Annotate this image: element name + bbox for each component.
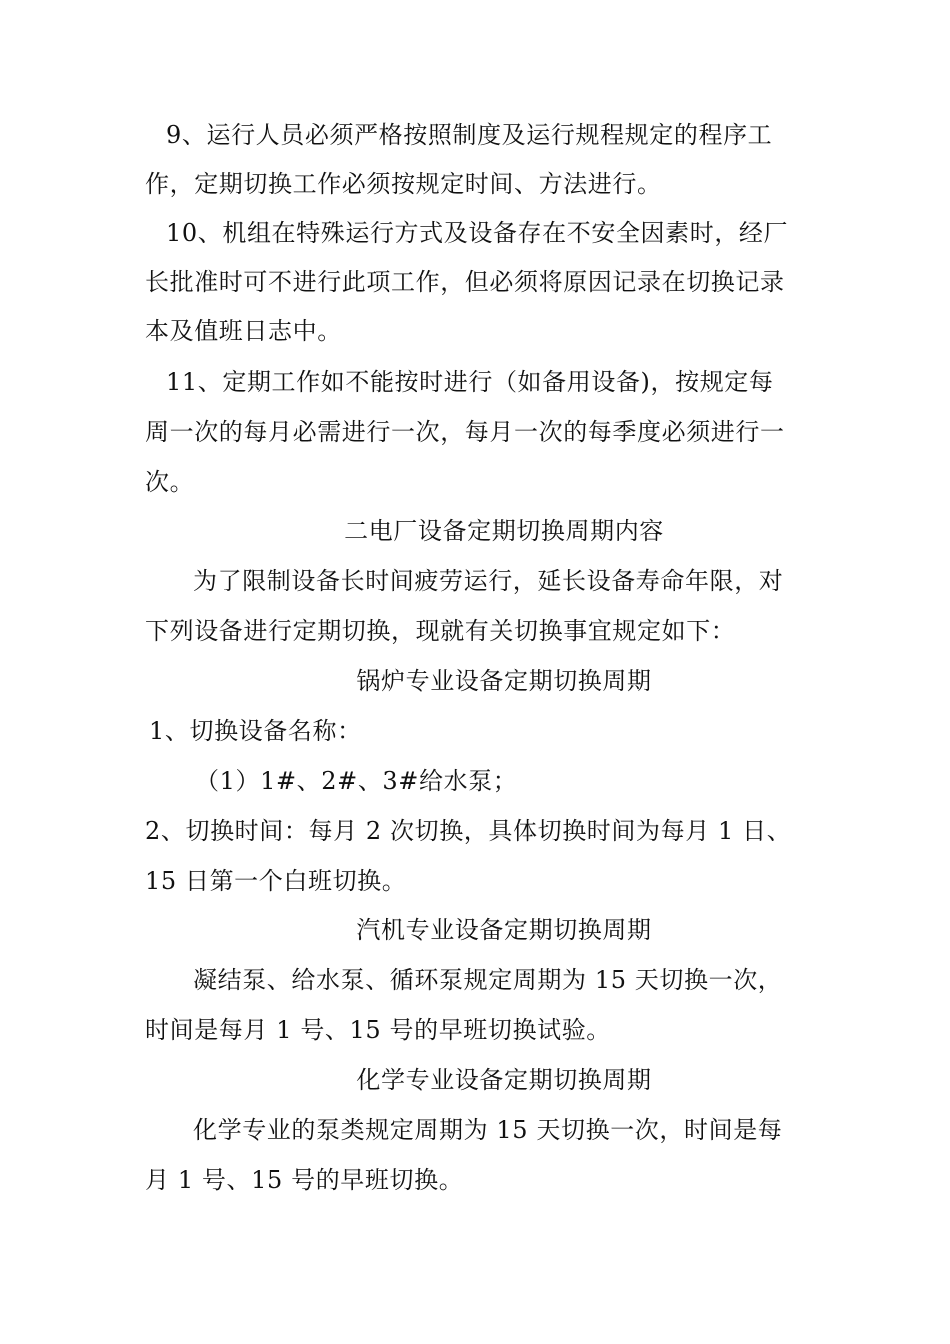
chemistry-line-2: 月 1 号、15 号的早班切换。: [145, 1166, 464, 1194]
para-10-line-1: 10、机组在特殊运行方式及设备存在不安全因素时，经厂: [166, 219, 789, 247]
para-9-line-2: 作，定期切换工作必须按规定时间、方法进行。: [145, 170, 662, 198]
turbine-heading: 汽机专业设备定期切换周期: [356, 916, 652, 944]
boiler-item-1: 1、切换设备名称：: [149, 717, 362, 745]
boiler-item-2-line-1: 2、切换时间：每月 2 次切换，具体切换时间为每月 1 日、: [145, 817, 792, 845]
turbine-line-1: 凝结泵、给水泵、循环泵规定周期为 15 天切换一次，: [193, 966, 783, 994]
chemistry-line-1: 化学专业的泵类规定周期为 15 天切换一次，时间是每: [193, 1116, 783, 1144]
boiler-item-1-sub: （1）1#、2#、3#给水泵；: [195, 767, 518, 795]
para-9-line-1: 9、运行人员必须严格按照制度及运行规程规定的程序工: [166, 121, 773, 149]
para-10-line-3: 本及值班日志中。: [145, 317, 342, 345]
main-title: 二电厂设备定期切换周期内容: [344, 517, 664, 545]
boiler-heading: 锅炉专业设备定期切换周期: [356, 667, 652, 695]
para-11-line-1: 11、定期工作如不能按时进行（如备用设备)，按规定每: [166, 368, 774, 396]
para-11-line-3: 次。: [145, 468, 195, 496]
para-10-line-2: 长批准时可不进行此项工作，但必须将原因记录在切换记录: [145, 268, 785, 296]
intro-line-2: 下列设备进行定期切换，现就有关切换事宜规定如下：: [145, 617, 736, 645]
boiler-item-2-line-2: 15 日第一个白班切换。: [145, 867, 407, 895]
turbine-line-2: 时间是每月 1 号、15 号的早班切换试验。: [145, 1016, 611, 1044]
intro-line-1: 为了限制设备长时间疲劳运行，延长设备寿命年限，对: [193, 567, 784, 595]
chemistry-heading: 化学专业设备定期切换周期: [356, 1066, 652, 1094]
para-11-line-2: 周一次的每月必需进行一次，每月一次的每季度必须进行一: [145, 418, 785, 446]
